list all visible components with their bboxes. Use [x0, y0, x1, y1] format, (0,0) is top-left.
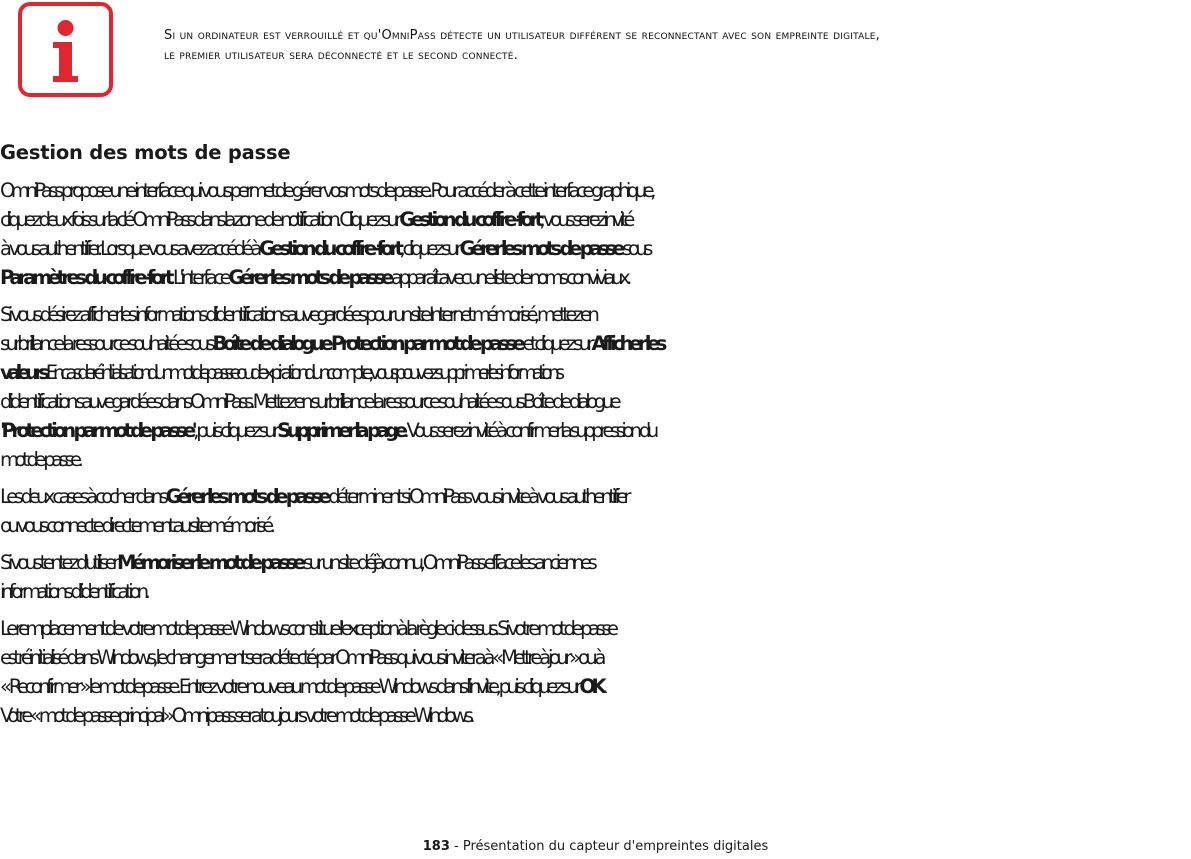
text-line: OmniPass propose une interface qui vous permet de gérer vos mots de passe. Pour accéder à cette interface graphique, — [0, 179, 652, 202]
paragraph-3 — [0, 482, 1191, 540]
paragraph-2 — [0, 300, 1191, 474]
info-note-line: le premier utilisateur sera déconnecté et le second connecté. — [164, 48, 518, 63]
text-line: est réinitialisé dans Windows, le changement sera détecté par OmniPass qui vous invitera à « Mettre à jour » ou à — [0, 646, 603, 669]
footer-separator: - — [449, 839, 463, 854]
bold-term: valeurs — [0, 361, 45, 384]
text-line — [0, 329, 1191, 358]
text-run: ; vous serez invité — [539, 208, 631, 231]
bold-term: 'Protection par mot de passe' — [0, 419, 194, 442]
text-line — [0, 672, 1191, 701]
paragraph-4 — [0, 548, 1191, 606]
text-run: déterminent si OmniPass vous invite à vous authentifier — [327, 485, 628, 508]
info-note — [164, 26, 1174, 66]
text-run: . Vous serez invité à confirmer la suppression du — [403, 419, 655, 442]
page-footer — [0, 838, 1191, 856]
text-run: . En cas de réinitialisation d'un mot de passe ou d'expiration d'un compte, vous pouvez supprimer les informations — [44, 361, 561, 384]
info-icon — [22, 6, 109, 93]
bold-term: Mémoriser le mot de passe — [116, 551, 302, 574]
text-run: Si vous tentez d'utiliser — [0, 551, 117, 574]
text-run: à vous authentifier. Lorsque vous avez accédé à — [0, 237, 260, 260]
text-line: Le remplacement de votre mot de passe Windows constitue l'exception à la règle ci-dessus. Si votre mot de passe — [0, 617, 615, 640]
text-run: sous — [620, 237, 650, 260]
bold-term: Paramètres du coffre-fort — [0, 266, 170, 289]
text-line — [0, 205, 1191, 234]
text-run: surbrillance la ressource souhaitée sous — [0, 332, 213, 355]
text-run: . — [602, 675, 604, 698]
text-run: , cliquez sur — [399, 237, 460, 260]
page-number: 183 — [422, 839, 450, 854]
text-run: « Reconfirmer » le mot de passe. Entrez votre nouveau mot de passe Windows dans l'invite, puis cliquez sur — [0, 675, 580, 698]
bold-term: Afficher les — [591, 332, 663, 355]
footer-title: Présentation du capteur d'empreintes digitales — [462, 839, 769, 854]
text-run: apparaît avec une liste de noms conviviaux. — [389, 266, 628, 289]
text-line — [0, 482, 1191, 511]
text-run: et cliquez sur — [521, 332, 592, 355]
info-note-line: Si un ordinateur est verrouillé et qu'OmniPass détecte un utilisateur différent se reconnectant avec son empreinte digitale, — [164, 28, 880, 43]
bold-term: OK — [579, 675, 603, 698]
text-run: Les deux cases à cocher dans — [0, 485, 166, 508]
text-run: cliquez deux fois sur la clé OmniPass dans la zone de notification. Cliquez sur — [0, 208, 400, 231]
text-run: sur un site déjà connu, OmniPass efface les anciennes — [301, 551, 594, 574]
bold-term: Gérer les mots de passe — [459, 237, 621, 260]
bold-term: Gestion du coffre-fort — [399, 208, 540, 231]
info-icon-box — [18, 2, 113, 97]
text-line — [0, 234, 1191, 263]
bold-term: Gérer les mots de passe — [228, 266, 390, 289]
text-line: Votre « mot de passe principal » Omnipass sera toujours votre mot de passe Windows. — [0, 704, 472, 727]
bold-term: Gérer les mots de passe — [165, 485, 328, 508]
text-line — [0, 416, 1191, 445]
text-line: informations d'identification. — [0, 580, 147, 603]
text-line: d'identification sauvegardées dans OmniPass. Mettez en surbrillance la ressource souhaitée sous Boîte de dialogue — [0, 390, 618, 413]
text-line: Si vous désirez afficher les informations d'identification sauvegardées pour un site Internet mémorisé, mettez en — [0, 303, 596, 326]
text-line — [0, 358, 1191, 387]
section-heading: Gestion des mots de passe — [0, 141, 291, 164]
bold-term: Boîte de dialogue Protection par mot de passe — [212, 332, 522, 355]
paragraph-1 — [0, 176, 1191, 292]
text-run: , puis cliquez sur — [193, 419, 278, 442]
text-line — [0, 548, 1191, 577]
text-line — [0, 263, 1191, 292]
text-run: . L'interface — [169, 266, 229, 289]
bold-term: Gestion du coffre-fort — [259, 237, 400, 260]
paragraph-5 — [0, 614, 1191, 730]
text-line: mot de passe. — [0, 448, 80, 471]
text-line: ou vous connecte directement au site mémorisé. — [0, 514, 272, 537]
bold-term: Supprimer la page — [277, 419, 404, 442]
main-content — [0, 140, 1191, 738]
